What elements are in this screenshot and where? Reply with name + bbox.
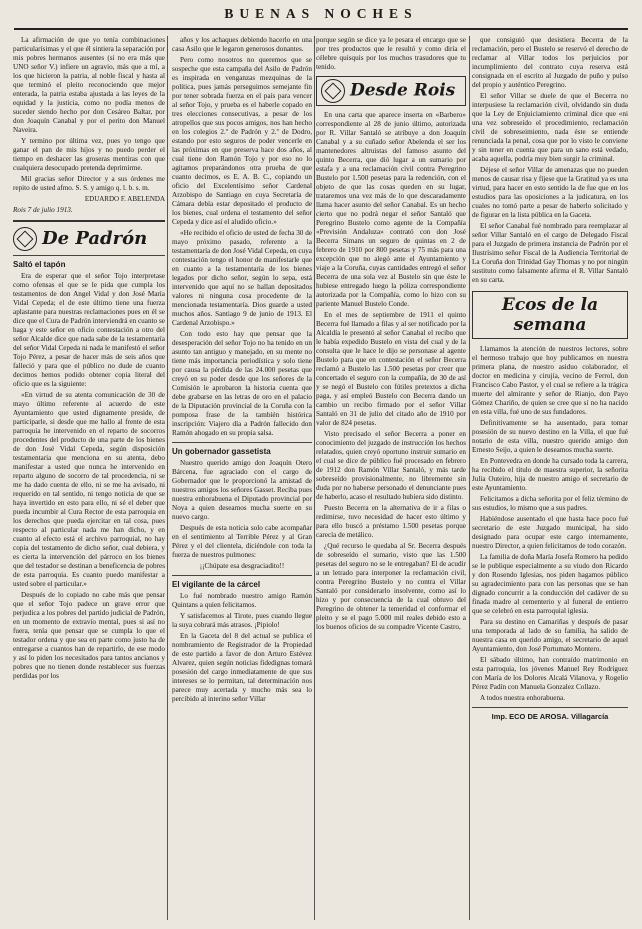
paragraph: El sábado último, han contraído matrimonio en esta parroquia, los jóvenes Manuel Rey Rodríguez con María de los Dolores Alcalá Vilanova, y Rogelio Pérez Padín con Manuela Gonzalez Collazo. xyxy=(472,656,628,691)
column-divider xyxy=(314,36,315,920)
paragraph: Después de lo copiado no cabe más que pensar que el señor Tojo padece un grave error que perjudica a los pobres del partido judicial de Padrón, en un momento de extravío mental, pues si así no fuera, tenía que pensar que se cumpla lo que el testador ordena y que sea en parte como justo ha de entregarse a cuantos han de repartirlo, de ese modo y así lo piden los necesitados para tantos ancianos y pobres que no tienen donde restablecer sus fuerzas perdidas por los xyxy=(13,591,165,680)
paragraph: Y satisfacemos al Tirote, pues cuando llegue la suya cobrará más atrasos. ¡Pipiolo! xyxy=(172,612,312,629)
paragraph: La familia de doña María Josefa Romero ha pedido se le publique especialmente a su viudo don Ricardo y don Rosendo Iglesias, nos piden hagamos público su agradecimiento para con las personas que se han dignado concurrir a la conducción del cadáver de su finada madre al cementerio y al funeral de entierro que se celebró en esta parroquial iglesia. xyxy=(472,553,628,615)
subhead-vigilante: El vigilante de la cárcel xyxy=(172,580,261,589)
paragraph: Lo fué nombrado nuestro amigo Ramón Quintans a quien felicitamos. xyxy=(172,592,312,609)
paragraph: Después de esta noticia solo cabe acompañar en el sentimiento al Terrible Pérez y al Gran Pérez y el del clientela, diciéndole con toda la fuerza de nuestros pulmones: xyxy=(172,524,312,559)
divider xyxy=(472,707,628,708)
section-title-text: De Padrón xyxy=(42,228,148,249)
divider xyxy=(13,255,165,256)
ornament-icon xyxy=(321,79,345,103)
paragraph: «En virtud de su atenta comunicación de 30 de mayo último referente al acuerdo de este Ayuntamiento que usted dignamente preside, de participarle, si desde que me hallo al frente de esta parroquia he intervenido en el reparto de socorros procedentes del producto de una parte de los bienes de don José Vidal Cepeda, según disposición testamentaria que menciona en su atenta, debo manifestar a usted que nunca he intervenido en reparto alguno de socorro de tal procedencia, ni se me ha dado cuenta de ello, ni se me ha avisado, ni requerido en tal sentido, ni tengo noticia de que se haya invertido en esto para ello, ni sé el deber que pueda incumbir al Cura Rector de esta parroquia en los derechos que pueda ejercitar en tal cosa, pues respecto al particular nada me han dicho, y en cuanto al efecto está el archivo parroquial, no hay copia del testamento de dicho señor, cual debiera, y es cierta la intervención del párroco en los bienes que del testador se destinan a beneficencia de pobres de esta parroquia. Es cuanto puedo manifestar a usted sobre el particular.» xyxy=(13,391,165,588)
paragraph: «He recibido el oficio de usted de fecha 30 de mayo próximo pasado, referente a la testamentaría de don José Vidal Cepeda, en cuya contestación tengo el honor de manifestarle que en cuanto a la testamentaría de los bienes legados por dicho señor, según lo sepa, está intervenido que aquí no se hallan depositados valores ni ninguna cosa procedente de la mencionada testamentaría. Dios guarde a usted muchos años. Santiago 9 de junio de 1913. El Cardenal Arzobispo.» xyxy=(172,229,312,327)
subhead-gobernador: Un gobernador gassetista xyxy=(172,447,271,456)
section-title-desde-rois xyxy=(321,79,461,103)
paragraph: que consiguió que desistiera Becerra de la reclamación, pero el Bustelo se reservó el derecho de reclamar al Villar todos los perjuicios por incumplimiento del contrato cuya reserva está consignada en el escrito al Juzgado de puño y pulso del propio y auténtico Peregrino. xyxy=(472,36,628,89)
paragraph: Puesto Becerra en la alternativa de ir a filas o redimirse, tuvo necesidad de hacer esto último y para ello buscó a préstamo 1.500 pesetas porque carecía de metálico. xyxy=(316,504,466,539)
paragraph: Con todo esto hay que pensar que la desesperación del señor Tojo no ha tenido en un asunto tan antiguo y manejado, en su mente no tiene más importancia periodística y solo tiene por causa la pérdida de las 24.000 pesetas que creyó en su poder desde que los señores de la Comisión le aprobaron la historia cuenta que debe grabarse en las letras de oro en el palacio de la Diputación provincial de la Coruña con la pomposa frase de la tambíén histórica inscripción: Viajero día a Padrón fallecido don Ramón ahogado en su propia salsa. xyxy=(172,330,312,437)
paragraph: Llamamos la atención de nuestros lectores, sobre el hermoso trabajo que hoy publicamos en nuestra primera plana, de nuestro asiduo colaborador, el doctor en medicina y cirujía, vecino de Ferrol, don Francisco Cabo Pastor, y el cual se refiere a la trágica muerte del almirante y señor de Rianjo, don Payo Gómez Chariño, de quien se cree que sí no ha nacido en esta villa, fué uno de sus fundadores. xyxy=(472,345,628,416)
dateline: Rois 7 de julio 1913. xyxy=(13,206,73,214)
paragraph: porque según se dice ya le pesara el encargo que se por tres productos que le resultó y como diría el célebre quisquis por los muchos trasudores que tu tenido. xyxy=(316,36,466,71)
paragraph: años y los achaques debiendo hacerlo en una casa Asilo que le legaron generosos donantes. xyxy=(172,36,312,53)
paragraph: Y termino por última vez, pues yo tengo que ganar el pan de mis hijos y no puedo perder el tiempo en deshacer las groseras mentiras con que cualquiera desocupado pretenda deprimirme. xyxy=(13,137,165,172)
paragraph: Definitivamente se ha ausentado, para tomar posesión de su nuevo destino en la Villa, el que fué notario de esta villa, nuestro querido amigo don Ernesto Seijo, a quien le deseamos mucha suerte. xyxy=(472,419,628,454)
column-divider xyxy=(167,36,168,920)
paragraph: Habiéndose ausentado el que hasta hace poco fué secretario de este Juzgado municipal, ha sido designado para ocupar este cargo internamente, nuestro Director, a quien felicitamos de todo corazón. xyxy=(472,515,628,550)
signature: EDUARDO F. ABELENDA xyxy=(84,195,165,203)
paragraph: Mil gracias señor Director y a sus órdenes me repito de usted afmo. S. S. y amigo q. l. b. s. m. xyxy=(13,175,165,192)
section-title-ecos-de-la-semana: Ecos de la semana xyxy=(472,291,628,339)
paragraph: En una carta que aparece inserta en «Barbero» correspondiente al 28 de junio último, autorizada por R. Villar Santaló se atribuye a don Joaquín Canabal y a su cuñado señor Abelenda el ser los mantenedores altruistas del famoso asunto del quinto Becerra, que dió lugar a un sumario por estafa y a una reclamación civil contra Peregrino Bustelo por 1.500 pesetas para la redención, con el objeto de que las cosas queden en su lugar, trataremos una vez más de lo que descaradamente llama hacer asunto del señor Canabal. Es un hecho cierto que no podrá negar el señor Santaló que Peregrino Bustelo como agente de la Compañía «Previsión Andaluza» contrató con don José Becerra Simans un seguro de quintas en 2 de febrero de 1910 por 800 pesetas y 75 más para una excepción que no alegó ante el Ayuntamiento y viaje a la Coruña, cuyas cantidades entregó el señor Becerra de una sola vez al Bustelo sin que éste le hubiese entregado luego la póliza correspondiente autorizada por la Compañía, como lo hizo con su pariente Manuel Bustelo Conde. xyxy=(316,111,466,308)
masthead-title: BUENAS NOCHES xyxy=(224,6,418,21)
column-2 xyxy=(172,36,312,922)
paragraph: La afirmación de que yo tenía combinaciones particularísimas y el que él sintiera la separación por mis pobres hermanos ausentes (si no era más que UNO señor V.) infiere un agravio, más que a mí, a los que hicieron la patria, al noble fiscal y hasta al que terminó el pleito reconociendo que mejor enterada, la patria estaba ajustada a las leyes de la equidad y la justicia, como no podía menos de suceder siendo hecho por don Cesáreo Baltar, por don Joaquín Canabal y por el perito don Manuel Naveira. xyxy=(13,36,165,134)
section-title-de-padron xyxy=(13,227,165,251)
paragraph: Era de esperar que el señor Tojo interpretase como ofensas el que se le pida que cumpla los testamentos de don Angel Vidal y don José María Vidal Cepeda; el de este último tiene una fuerza aplastante para nuestras reclamaciones pues en él se dice que el Cura de Padrón interviendrá en cuanto se haga y este señor en oficio contestación a otro del señor Alcalde dice que nada sabe de la testamentaría del señor Vidal Cepeda ni nada le manifestó el señor Tojo Pérez, a pesar de hacer más de seis años que falleció y para que el público no dude de cuanto decimos hemos podido obtener copia literal del oficio que es la siguiente: xyxy=(13,272,165,388)
paragraph: Déjese el señor Villar de amenazas que no pueden menos de causar risa y fíjese que la Gratitud ya es una virtud, para hacer en esto sentido la de fue que en los estudios para las oposiciones a la judicatura, en los cuales no tomó parte a pesar de haberlo solicitado y de figurar en la lista pública en la Gaceta. xyxy=(472,166,628,219)
exclamation: ¡¡Chúpate esa desgraciadito!! xyxy=(199,562,285,570)
paragraph: A todos nuestra enhorabuena. xyxy=(480,694,566,702)
divider xyxy=(13,220,165,222)
divider xyxy=(172,442,312,443)
imprint: Imp. ECO DE AROSA. Villagarcía xyxy=(491,712,609,721)
divider xyxy=(172,575,312,576)
column-1 xyxy=(13,36,165,922)
paragraph: En la Gaceta del 8 del actual se publica el nombramiento de Registrador de la Propiedad de este partido a favor de don Arturo Estévez Alvarez, quien según noticias fidedignas tomará posesión del cargo inmediatamente de que sus intereses se lo permitan, tal determinación nos parece muy acertada y mucho más sea lo percibido al interino señor Villar xyxy=(172,632,312,703)
column-4 xyxy=(472,36,628,922)
paragraph: Para su destino en Camariñas y después de pasar una temporada al lado de su familia, ha salido de nuestra casa en querido amigo, el secretario de aquel Ayuntamiento, don José Portumato Montero. xyxy=(472,618,628,653)
paragraph: El señor Villar se duele de que el Becerra no interpusiese la reclamación civil, olvidando sin duda que la Ley de Enjuiciamiento criminal dice que «ni una vez sobreseído el procedimiento, reclamación civil de sobreseimiento, nada éste se entiende renunciada la penal, cosa que por lo visto le conviene y sin tener en cuenta que para un sano está vedado, acaba aquella, podría muy bien surgir la criminal. xyxy=(472,92,628,163)
paragraph: Visto precisado el señor Becerra a poner en conocimiento del juzgado de instrucción los hechos relatados, quien creyó oportuno instruir sumario en el cual se dice de público fué procesado en febrero de 1912 don Ramón Villar Santaló, y más tarde sobreseído provisionalmente, no libremente sin duda por no haberse personado el denunciante pues de haberlo, acaso el resultado hubiera sido distinto. xyxy=(316,430,466,501)
column-divider xyxy=(469,36,470,920)
ornament-icon xyxy=(13,227,37,251)
paragraph: Pero como nosotros no queremos que se sospeche que esta campaña del Asilo de Padrón es inspirada en venganzas mezquinas de la política, pues jamás perseguimos semejante fin por tener sobrada fuerza en el país para vencer al señor Tojo, y prueba es el haberle copado en tres elecciones consecutivas, a pesar de los atropellos que sus pocos amigos, nos han hecho en los colegios 2.º de Padrón y 2.º de Dodro, estando por esto seguros de poder vencerle en las próximas en que preserva hace dos años, al cual tiene don Ramón Tojo y por eso no lo agitamos preparándonos otra prueba de que cuanto decimos, es E. A. B. C., copiando un oficio del Excelentísimo señor Cardenal Arzobispo de Santiago en cuya Secretaría de Cámara debía estar depositado el producto de los bienes, cual ordena el testamento del señor Cepeda y dice así el aludido oficio.» xyxy=(172,56,312,226)
paragraph: Nuestro querido amigo don Joaquín Otero Bárcena, fue agraciado con el cargo de Gobernador que le proporcionó la amistad de nuestros amigos los señores Gasset. Reciba pues nuestra enhorabuena el Diputado provincial por Noya a quien deseamos mucha suerte en su nuevo cargo. xyxy=(172,459,312,521)
masthead-rule xyxy=(14,28,628,30)
column-3 xyxy=(316,36,466,922)
section-box-desde-rois xyxy=(316,76,466,106)
masthead xyxy=(0,0,642,34)
paragraph: El señor Canabal fué nombrado para reemplazar al señor Villar Santaló en el cargo de Delegado Fiscal para el Juzgado de primera instancia de Padrón por el Ilustrísimo señor Fiscal de la Audiencia Territorial de La Coruña don Trinidad Gay Thomas y no por ningún sustituto como falsamente afirma el R. Villar Santaló en su carta. xyxy=(472,222,628,284)
section-title-text: Desde Rois xyxy=(350,80,456,101)
paragraph: ¿Qué recurso le quedaba al Sr. Becerra después de sobreseído el sumario, visto que las 1.500 pesetas del seguro no se le entregaban? El de acudir a un letrado para interponer la reclamación civil, contra Peregrino Bustelo y no contra el Villar Santaló por considerarlo insolvente, como así lo hizo y por consecuencia de la cual obtuvo del Peregrino de obtener la temeridad el conformar el pleito y se el pago 5.000 mil reales debido esto a los buenos oficios de su compadre Vicente Castro, xyxy=(316,542,466,631)
subhead-salto-el-tapon: Saltó el tapón xyxy=(13,260,66,269)
paragraph: En el mes de septiembre de 1911 el quinto Becerra fué llamado a filas y al ser notificado por la Alcaldía le presentó al señor Canabal el recibo que le había expedido Bustelo en vista del cual y de la consulta que le hace le dijo se personase al agente Bustelo para que en contestación el señor Becerra reclamó a Bustelo las 1.500 pesetas por creer que concertado el seguro con la compañía, de 30 de así y se negó el Bustelo con fútiles pretextos a dicha paga, y así empleó Bustelo con Becerra dando un cambio un recibo firmado por el señor Villar Santaló en 31 de julio del citado año de 1910 por valor de 824 pesetas. xyxy=(316,311,466,427)
paragraph: Felicitamos a dicha señorita por el feliz término de sus estudios, lo mismo que a sus padres. xyxy=(472,495,628,512)
paragraph: En Pontevedra en donde ha cursado toda la carrera, ha recibido el título de maestra superior, la señorita Julia Outeiro, hija de nuestro amigo el secretario de este Ayuntamiento. xyxy=(472,457,628,492)
